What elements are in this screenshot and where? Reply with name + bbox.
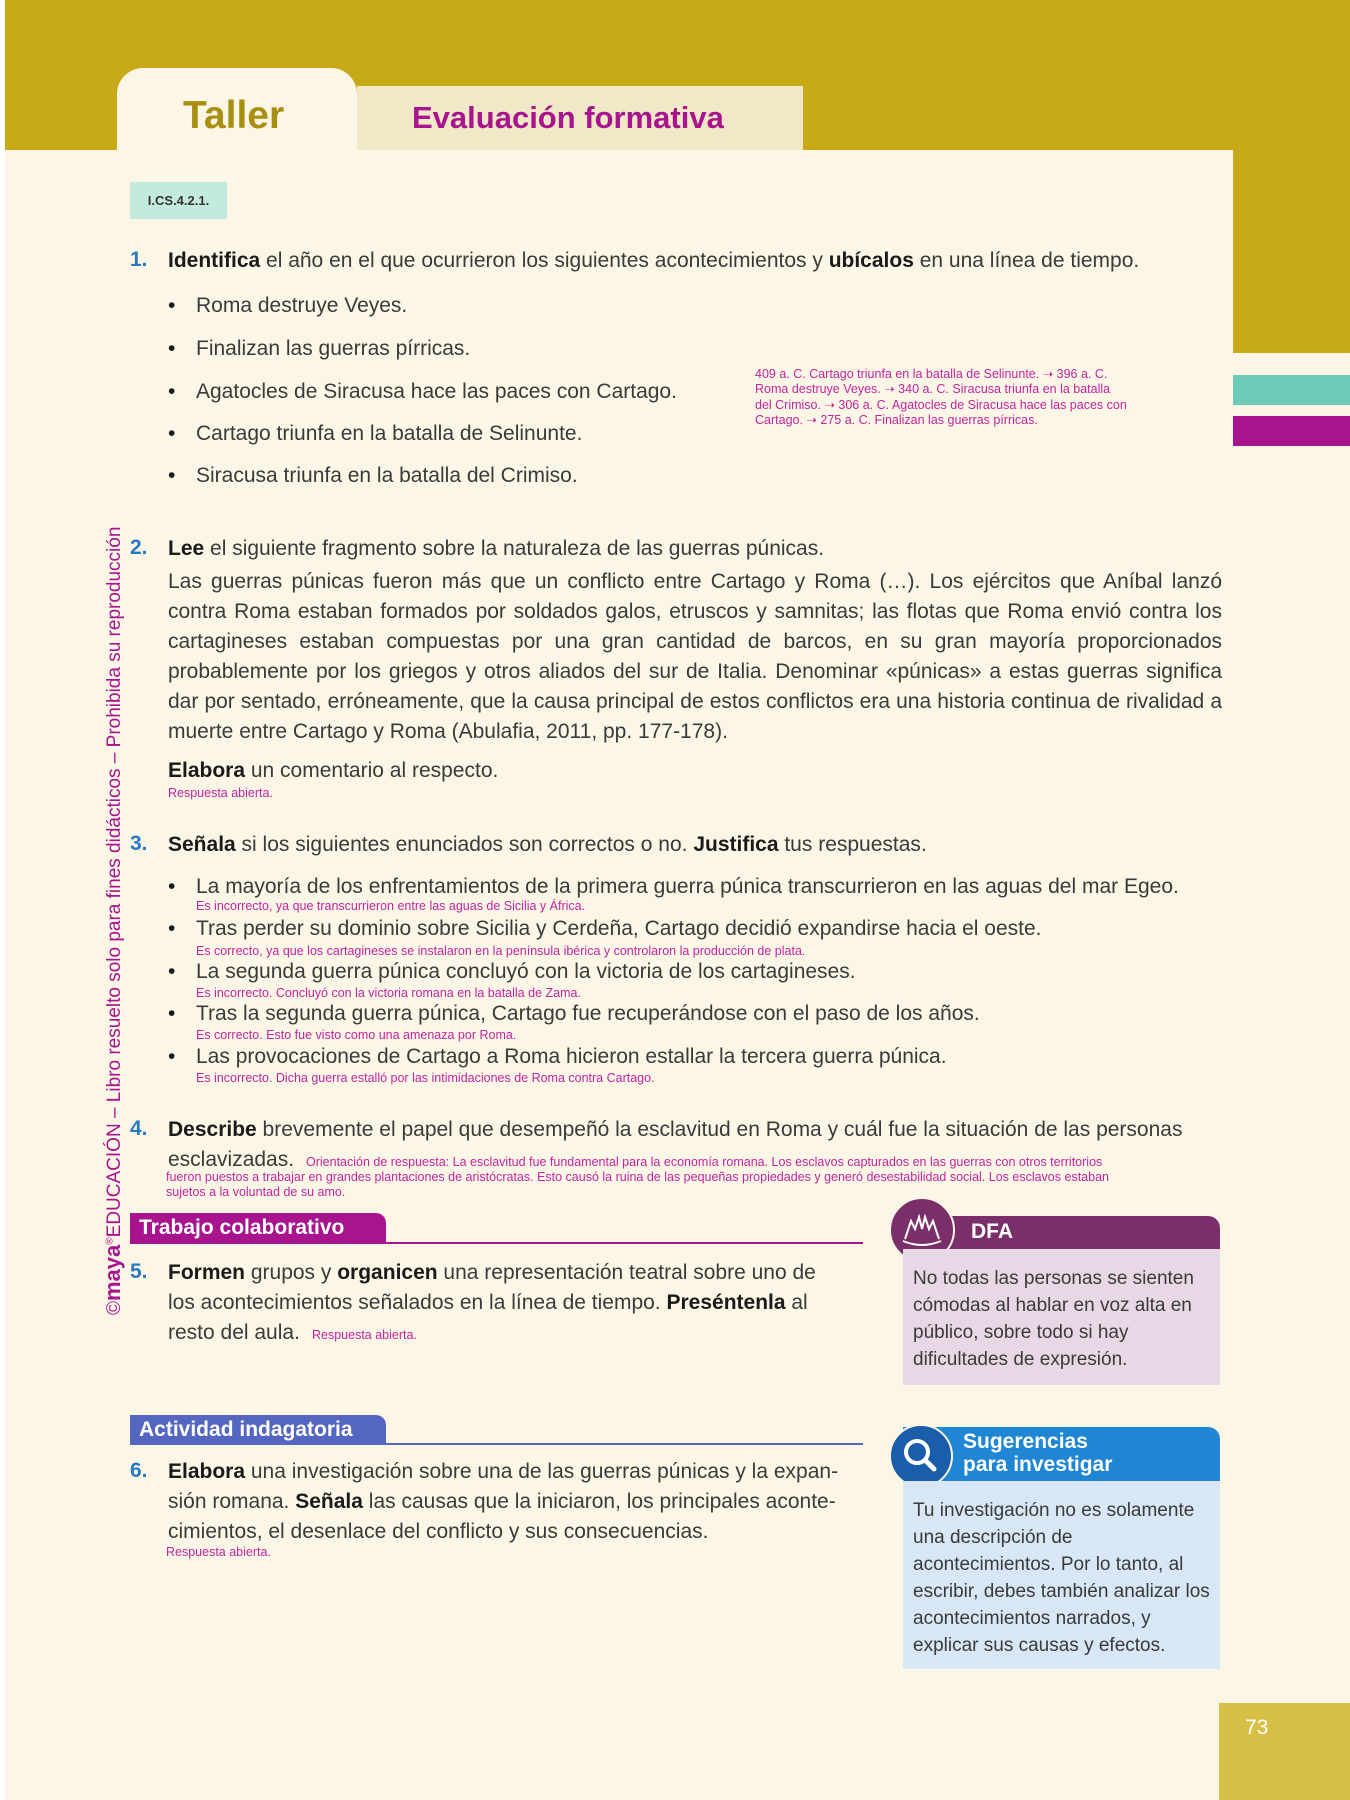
question-5-line3: resto del aula.: [168, 1321, 300, 1344]
q3-answer: Es correcto, ya que los cartagineses se instalaron en la península ibérica y controlaron la producción de plata.: [196, 944, 806, 958]
page-number: 73: [1245, 1716, 1269, 1739]
q3-mid: si los siguientes enunciados son correctos o no.: [235, 833, 694, 856]
question-6-line1: [168, 1457, 838, 1487]
q1-mid: el año en el que ocurrieron los siguientes acontecimientos y: [260, 249, 829, 272]
q4-answer-line: fueron puestos a trabajar en grandes plantaciones de aristócratas. Esto causó la ruina de las pequeñas propiedades y generó desestabilidad social. Los esclavos estaban: [166, 1170, 1109, 1184]
question-1-number: 1.: [130, 248, 148, 271]
q4-answer-line: Orientación de respuesta: La esclavitud fue fundamental para la economía romana. Los esclavos capturados en las guerras con otros territorios: [306, 1155, 1103, 1169]
question-5-line1: [168, 1258, 816, 1288]
question-6-line3: cimientos, el desenlace del conflicto y sus consecuencias.: [168, 1520, 709, 1543]
question-6-line2: [168, 1487, 836, 1517]
question-2-task: [168, 756, 498, 786]
q6-answer: Respuesta abierta.: [166, 1545, 271, 1559]
magnifier-icon: [889, 1424, 953, 1488]
sugerencias-body: Tu investigación no es solamente una descripción de acontecimientos. Por lo tanto, al escribir, debes también analizar los acontecimientos narrados, y explicar sus causas y efectos.: [903, 1481, 1220, 1669]
trabajo-colaborativo-heading: Trabajo colaborativo: [130, 1213, 386, 1243]
quote-paragraph: Las guerras púnicas fueron más que un conflicto entre Cartago y Roma (…). Los ejércitos que Aníbal lanzó contra Roma estaban formados por soldados galos, etruscos y samnitas; las flotas que Roma envió contra los cartagineses estaban compuestas por una gran cantidad de barcos, en su gran mayoría proporcionados probablemente por los griegos y otros aliados del sur de Italia. Denominar «púnicas» a estas guerras significa dar por sentado, erróneamente, que la causa principal de estos conflictos era una historia continua de rivalidad a muerte entre Cartago y Roma (Abulafia, 2011, pp. 177-178).: [168, 570, 1222, 743]
q5-verb-presentenla: Preséntenla: [666, 1291, 786, 1314]
q1-answer-line: Cartago. ➝ 275 a. C. Finalizan las guerras pírricas.: [755, 413, 1038, 427]
q1-verb-ubicalos: ubícalos: [828, 249, 914, 272]
q3-statement: • Tras la segunda guerra púnica, Cartago fue recuperándose con el paso de los años.: [196, 1001, 980, 1027]
q3-statement: • Tras perder su dominio sobre Sicilia y Cerdeña, Cartago decidió expandirse hacia el oeste.: [196, 916, 1042, 942]
indag-underline: [130, 1443, 863, 1445]
q1-item: • Roma destruye Veyes.: [196, 293, 407, 319]
question-2-number: 2.: [130, 536, 148, 559]
taller-tab: [117, 68, 357, 160]
q2-verb-lee: Lee: [168, 537, 205, 560]
sugerencias-title-2: para investigar: [963, 1453, 1113, 1476]
q1-item: • Cartago triunfa en la batalla de Selinunte.: [196, 421, 582, 447]
q1-answer-line: del Crimiso. ➝ 306 a. C. Agatocles de Siracusa hace las paces con: [755, 398, 1127, 412]
q1-answer-line: 409 a. C. Cartago triunfa en la batalla de Selinunte. ➝ 396 a. C.: [755, 367, 1108, 381]
actividad-indagatoria-heading: Actividad indagatoria: [130, 1415, 386, 1445]
q2-rest: el siguiente fragmento sobre la naturaleza de las guerras púnicas.: [204, 537, 825, 560]
q6-verb-senala: Señala: [295, 1490, 363, 1513]
dfa-body: No todas las personas se sienten cómodas al hablar en voz alta en público, sobre todo si hay dificultades de expresión.: [903, 1249, 1220, 1385]
q6-l2a: sión romana.: [168, 1490, 296, 1513]
q6-t2: las causas que la iniciaron, los principales aconte-: [362, 1490, 836, 1513]
q4-line2: esclavizadas.: [168, 1148, 295, 1171]
q2-verb-elabora: Elabora: [168, 759, 246, 782]
dfa-title: DFA: [971, 1220, 1013, 1243]
taller-label: Taller: [183, 94, 285, 137]
q4-line1: brevemente el papel que desempeñó la esclavitud en Roma y cuál fue la situación de las personas: [256, 1118, 1183, 1141]
q5-line2a: los acontecimientos señalados en la línea de tiempo.: [168, 1291, 667, 1314]
question-4-number: 4.: [130, 1117, 148, 1140]
vertical-copyright: ©maya®EDUCACIÓN – Libro resuelto solo para fines didácticos – Prohibida su reproducción: [100, 526, 125, 1315]
q3-answer: Es incorrecto. Dicha guerra estalló por las intimidaciones de Roma contra Cartago.: [196, 1071, 655, 1085]
question-6-number: 6.: [130, 1459, 148, 1482]
q5-t3: al: [785, 1291, 808, 1314]
q5-answer: Respuesta abierta.: [312, 1328, 417, 1342]
q6-verb-elabora: Elabora: [168, 1460, 246, 1483]
q1-end: en una línea de tiempo.: [913, 249, 1140, 272]
q6-t1: una investigación sobre una de las guerras púnicas y la expan-: [245, 1460, 839, 1483]
question-2-prompt: [168, 534, 824, 564]
q4-verb-describe: Describe: [168, 1118, 257, 1141]
evaluacion-tab: [357, 86, 803, 150]
q5-verb-organicen: organicen: [337, 1261, 438, 1284]
q1-answer-line: Roma destruye Veyes. ➝ 340 a. C. Siracusa triunfa en la batalla: [755, 382, 1111, 396]
magenta-edge-tab: [1233, 416, 1350, 446]
sugerencias-title-1: Sugerencias: [963, 1430, 1088, 1453]
brand-name: maya: [100, 1244, 125, 1301]
teal-edge-tab: [1233, 375, 1350, 405]
magnifier-icon-svg: [891, 1426, 951, 1486]
question-1-prompt: [168, 246, 1139, 276]
q2-rest2: un comentario al respecto.: [245, 759, 499, 782]
q1-item: • Agatocles de Siracusa hace las paces con Cartago.: [196, 379, 677, 405]
question-5-number: 5.: [130, 1260, 148, 1283]
q2-answer: Respuesta abierta.: [168, 786, 273, 800]
collab-underline: [130, 1242, 863, 1244]
q1-verb-identifica: Identifica: [168, 249, 261, 272]
q3-statement: • Las provocaciones de Cartago a Roma hicieron estallar la tercera guerra púnica.: [196, 1044, 947, 1070]
right-band: [1233, 150, 1350, 353]
question-3-prompt: [168, 830, 927, 860]
question-5-line2: [168, 1288, 808, 1318]
q1-item: • Finalizan las guerras pírricas.: [196, 336, 470, 362]
page-number-box: [1219, 1703, 1350, 1800]
copyright-text: EDUCACIÓN – Libro resuelto solo para fines didácticos – Prohibida su reproducción: [104, 526, 125, 1238]
q5-t2: una representación teatral sobre uno de: [437, 1261, 816, 1284]
q3-statement: • La segunda guerra púnica concluyó con la victoria de los cartagineses.: [196, 959, 856, 985]
q4-answer-line: sujetos a la voluntad de su amo.: [166, 1185, 346, 1199]
q3-end: tus respuestas.: [778, 833, 927, 856]
q3-statement: • La mayoría de los enfrentamientos de la primera guerra púnica transcurrieron en las aguas del mar Egeo.: [196, 874, 1179, 900]
q5-t1: grupos y: [245, 1261, 338, 1284]
skill-code-badge: I.CS.4.2.1.: [130, 182, 227, 219]
q1-item: • Siracusa triunfa en la batalla del Crimiso.: [196, 463, 578, 489]
question-4-prompt: [168, 1115, 1182, 1145]
q3-verb-senala: Señala: [168, 833, 236, 856]
q3-answer: Es correcto. Esto fue visto como una amenaza por Roma.: [196, 1028, 517, 1042]
q5-verb-formen: Formen: [168, 1261, 246, 1284]
evaluacion-label: Evaluación formativa: [412, 100, 724, 135]
q3-answer: Es incorrecto, ya que transcurrieron entre las aguas de Sicilia y África.: [196, 899, 586, 913]
q3-verb-justifica: Justifica: [693, 833, 779, 856]
q3-answer: Es incorrecto. Concluyó con la victoria romana en la batalla de Zama.: [196, 986, 581, 1000]
question-3-number: 3.: [130, 832, 148, 855]
